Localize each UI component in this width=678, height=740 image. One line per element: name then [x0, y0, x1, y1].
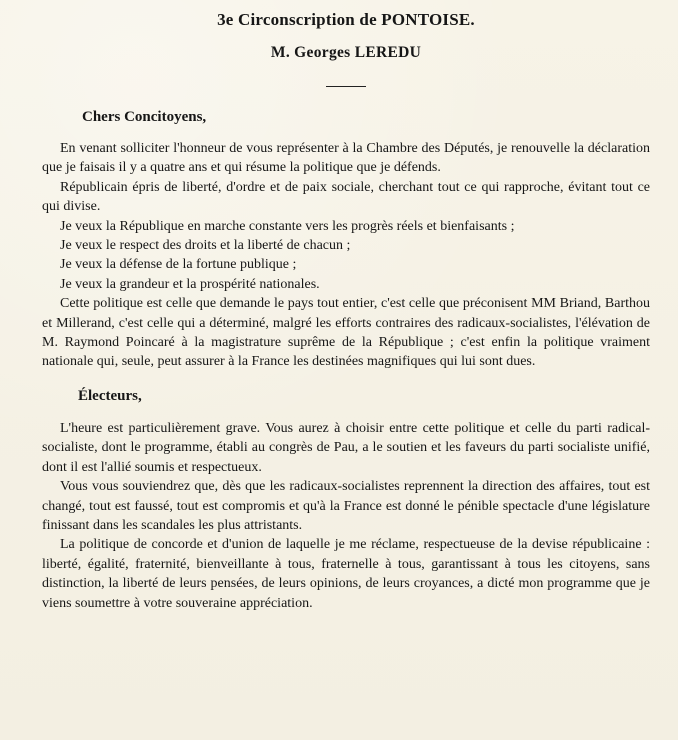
pledge-item: Je veux la République en marche constante vers les progrès réels et bienfaisants ; — [60, 218, 515, 234]
paragraph-intro: En venant solliciter l'honneur de vous représenter à la Chambre des Députés, je renouvelle la déclaration que je faisais il y a quatre ans et qui résume la politique que je défends. — [42, 141, 650, 176]
pledge-item: Je veux le respect des droits et la liberté de chacun ; — [60, 238, 351, 254]
candidate-name: M. Georges LEREDU — [270, 44, 422, 61]
separator-rule — [326, 86, 366, 87]
paragraph-remember: Vous vous souviendrez que, dès que les radicaux-socialistes reprennent la direction des affaires, tout est changé, tout est faussé, tout est compromis et qu'à la France est donné le pénible spectacle d'une législature finissant dans les scandales les plus attristants. — [42, 479, 650, 533]
electors-heading: Électeurs, — [78, 387, 142, 404]
pledge-item: Je veux la grandeur et la prospérité nationales. — [60, 276, 320, 292]
paragraph-choice: L'heure est particulièrement grave. Vous aurez à choisir entre cette politique et celle du parti radical-socialiste, dont le programme, établi au congrès de Pau, a le soutien et les faveurs du parti socialiste unifié, dont il est l'allié soumis et respectueux. — [42, 420, 650, 475]
paragraph-policy: Cette politique est celle que demande le pays tout entier, c'est celle que préconisent MM Briand, Barthou et Millerand, c'est celle qui a déterminé, malgré les efforts contraires des radicaux-socialistes, l'élévation de M. Raymond Poincaré à la magistrature suprême de la République ; c'est enfin la politique vraiment nationale qui, seule, peut assurer à la France les destinées magnifiques qui lui sont dues. — [42, 296, 650, 370]
paragraph-republican: Républicain épris de liberté, d'ordre et de paix sociale, cherchant tout ce qui rapproche, évitant tout ce qui divise. — [42, 179, 650, 215]
pledge-item: Je veux la défense de la fortune publique ; — [60, 257, 297, 273]
constituency-title: 3e Circonscription de PONTOISE. — [217, 10, 475, 29]
paragraph-concord: La politique de concorde et d'union de laquelle je me réclame, respectueuse de la devise républicaine : liberté, égalité, fraternité, bienveillante à tous, fraternelle à tous, garantissant à tous les citoyens, sans distinction, la liberté de leurs pensées, de leurs opinions, de leurs croyances, a dicté mon programme que je viens soumettre à votre souveraine appréciation. — [42, 537, 650, 611]
salutation: Chers Concitoyens, — [82, 109, 207, 125]
